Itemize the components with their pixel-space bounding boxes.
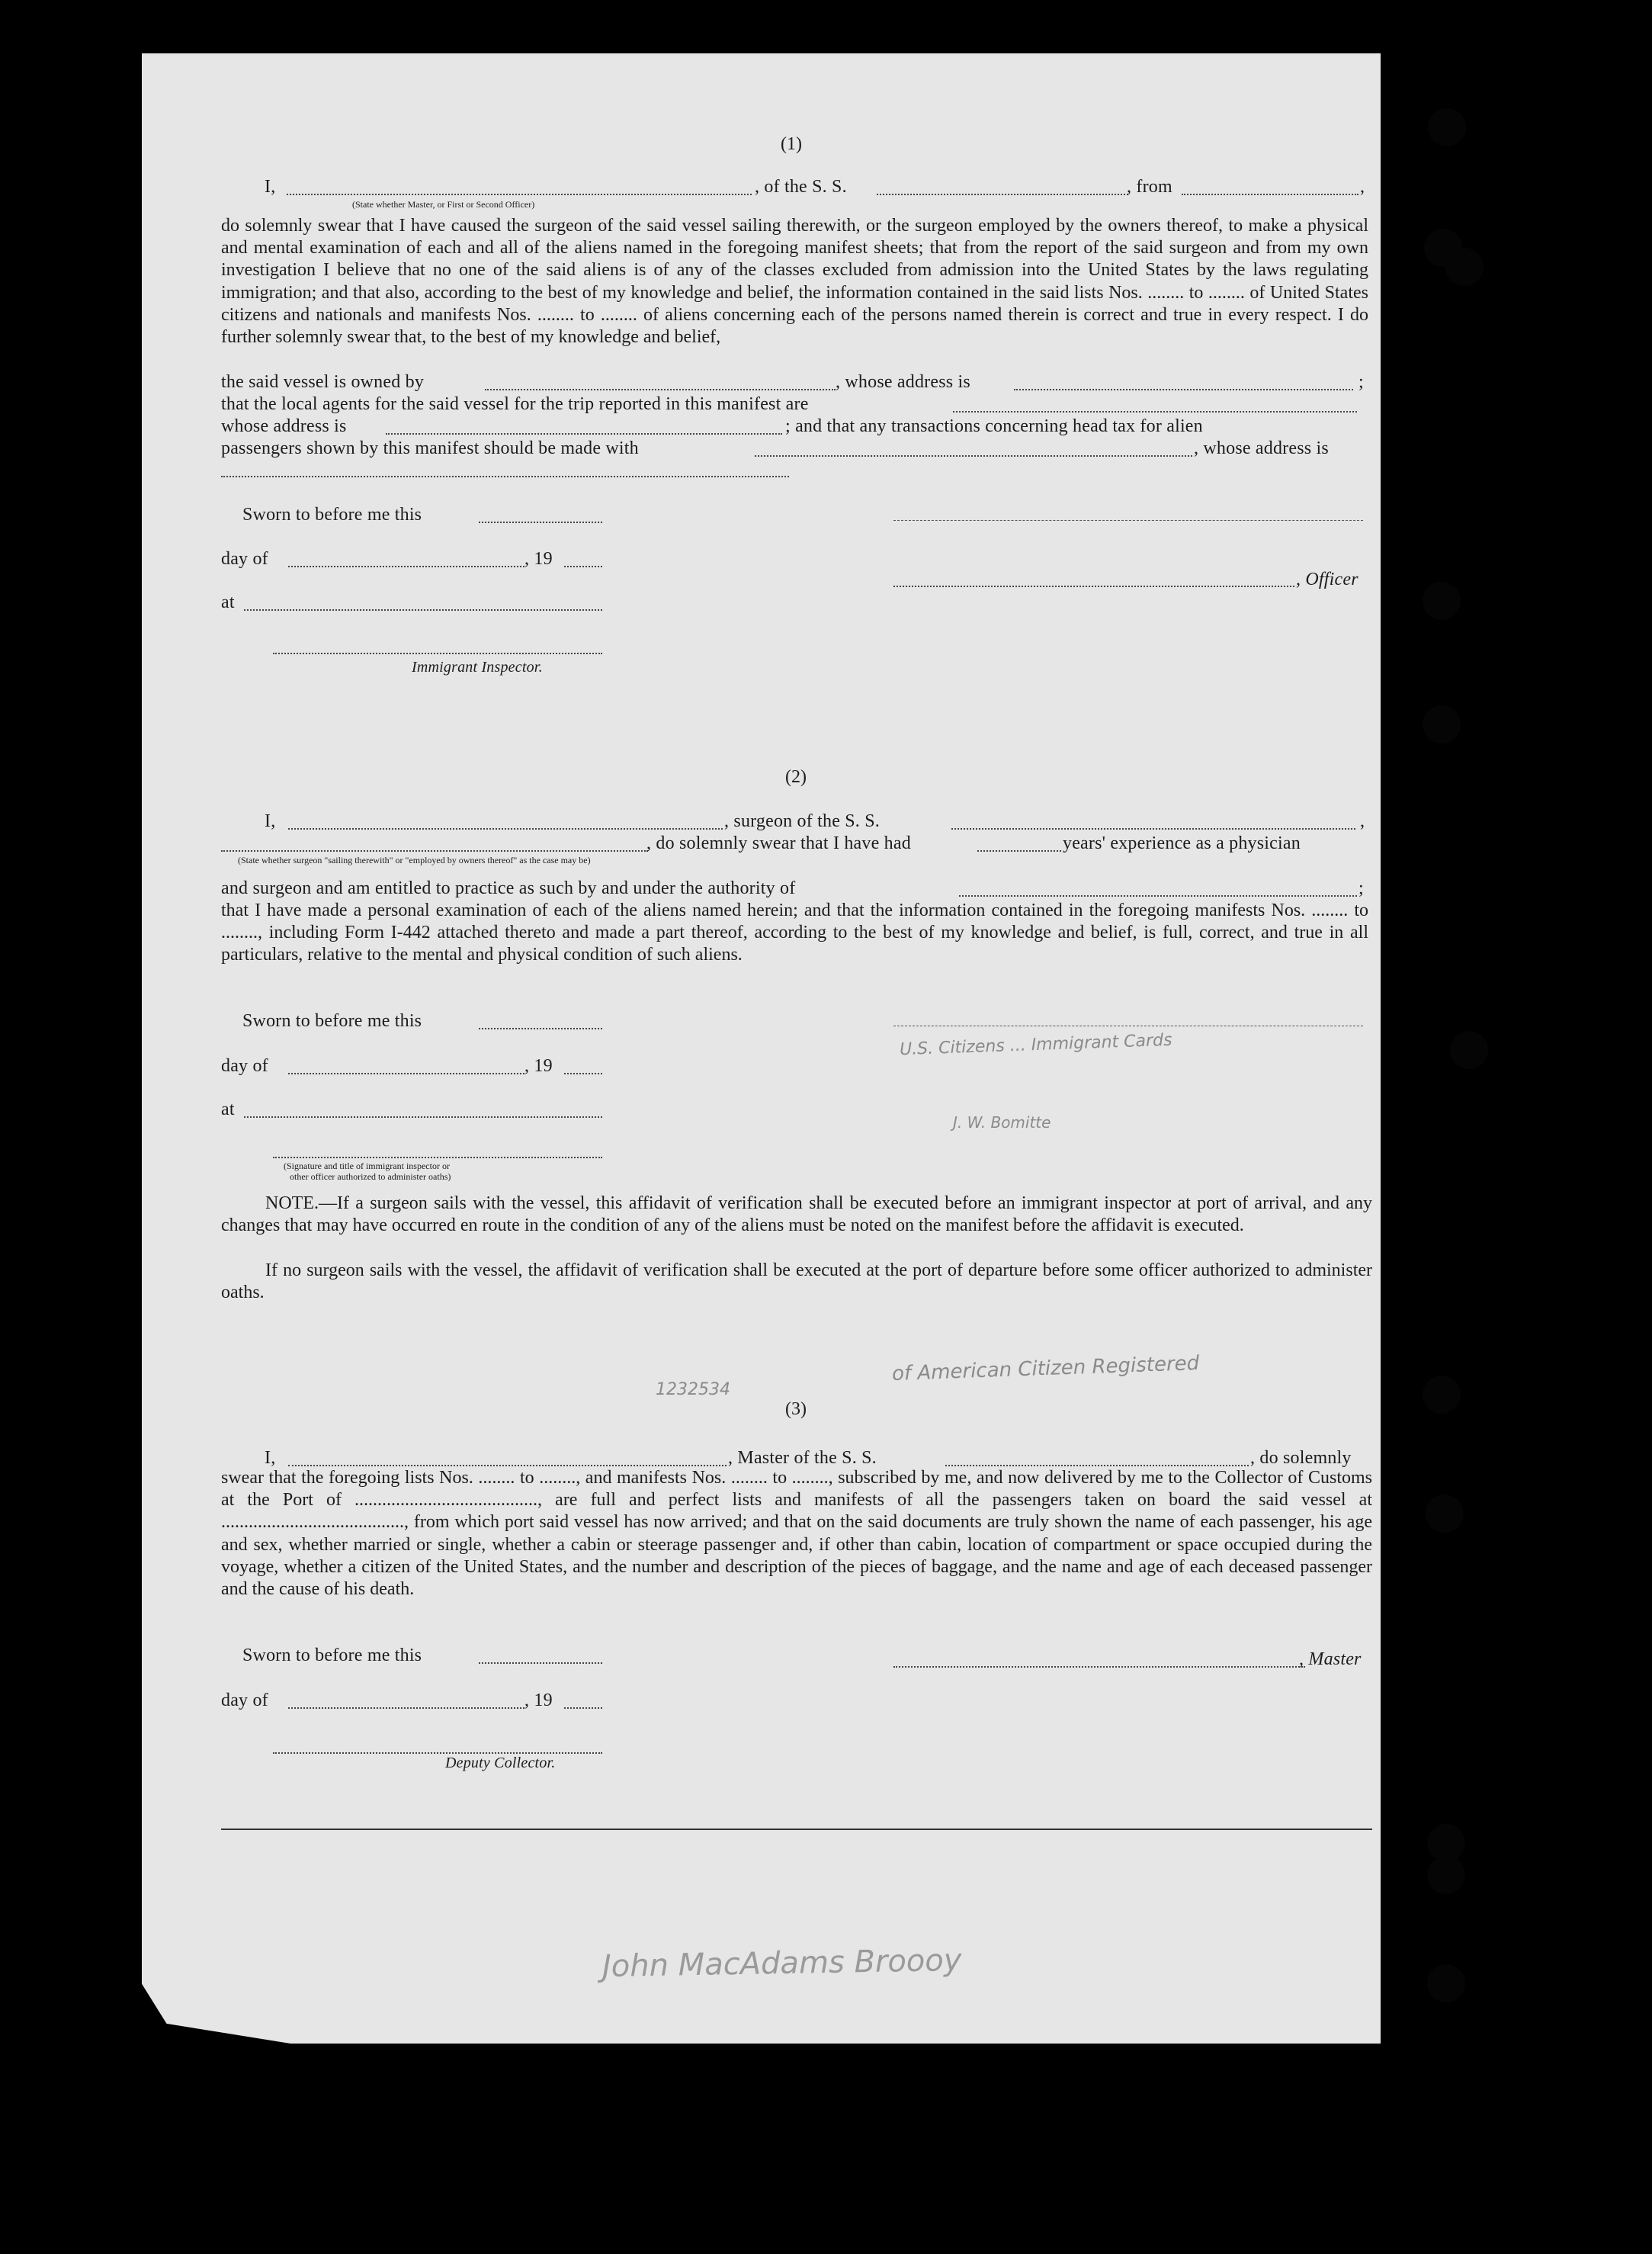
master-label: , Master (1299, 1649, 1362, 1669)
whose-address-label: , whose address is (1194, 438, 1329, 458)
master-name-field[interactable] (288, 1465, 727, 1466)
owner-address-field[interactable] (1014, 389, 1353, 390)
i-label: I, (265, 1448, 276, 1468)
swear-label: , do solemnly swear that I have had (646, 833, 911, 853)
sworn-label: Sworn to before me this (242, 1646, 422, 1665)
year-field[interactable] (564, 1707, 602, 1709)
year-label: , 19 (524, 1690, 553, 1710)
whose-address-label: whose address is (221, 416, 347, 436)
agent-address-field[interactable] (386, 433, 782, 435)
head-tax-agent-field[interactable] (755, 455, 1192, 457)
punch-hole (1427, 1856, 1465, 1894)
passengers-label: passengers shown by this manifest should be made with (221, 438, 639, 458)
surgeon-status-note: (State whether surgeon "sailing therewith" or "employed by owners thereof" as the case may be) (238, 855, 591, 865)
semicolon: ; (1358, 372, 1364, 392)
handwritten-note: U.S. Citizens ... Immigrant Cards (899, 1030, 1172, 1060)
years-label: years' experience as a physician (1063, 833, 1301, 853)
punch-hole (1428, 108, 1466, 146)
semicolon: ; (1358, 878, 1364, 898)
place-field[interactable] (244, 609, 602, 611)
years-field[interactable] (977, 850, 1061, 852)
year-label: , 19 (524, 1056, 553, 1076)
section-number: (1) (781, 134, 802, 154)
i-label: I, (265, 177, 276, 197)
from-port-field[interactable] (1182, 194, 1358, 195)
punch-hole (1445, 248, 1484, 286)
comma: , (1360, 177, 1365, 197)
officer-title-note: (State whether Master, or First or Second Officer) (352, 199, 535, 210)
section-number: (3) (785, 1399, 807, 1419)
signature-note: other officer authorized to administer oaths) (290, 1171, 451, 1182)
officer-name-field[interactable] (287, 194, 752, 195)
handwritten-note: of American Citizen Registered (891, 1351, 1200, 1386)
place-field[interactable] (244, 1116, 602, 1118)
officer-signature-line[interactable] (893, 520, 1363, 521)
at-label: at (221, 1100, 235, 1119)
of-ss-label: , of the S. S. (755, 177, 847, 197)
section-number: (2) (785, 767, 807, 787)
section1-paragraph: do solemnly swear that I have caused the surgeon of the said vessel sailing therewith, or the surgeon employed by the owners thereof, to make a physical and mental examination of each and all of the aliens named in the foregoing manifest sheets; that from the report of the said surgeon and from my own investigation I believe that no one of the said aliens is of any of the classes excluded from admission into the United States by the laws regulating immigration; and that also, according to the best of my knowledge and belief, the information contained in the said lists Nos. ........ to ........ of United States citizens and nationals and manifests Nos. ........ to ........ of aliens concerning each of the persons named therein is correct and true in every respect. I do further solemnly swear that, to the best of my knowledge and belief, (221, 216, 1368, 348)
punch-hole (1423, 582, 1461, 620)
solemnly-label: , do solemnly (1250, 1448, 1352, 1468)
punch-hole (1427, 1964, 1465, 2002)
sworn-label: Sworn to before me this (242, 1011, 422, 1031)
sworn-day-field[interactable] (479, 522, 602, 523)
sworn-label: Sworn to before me this (242, 505, 422, 525)
day-of-label: day of (221, 549, 268, 569)
officer-label: , Officer (1296, 570, 1358, 589)
punch-hole (1450, 1031, 1488, 1069)
local-agents-label: that the local agents for the said vessel for the trip reported in this manifest are (221, 394, 809, 414)
punch-hole (1423, 705, 1461, 743)
year-label: , 19 (524, 549, 553, 569)
owner-field[interactable] (485, 389, 836, 390)
inspector-signature-line[interactable] (273, 653, 602, 654)
signature-note: (Signature and title of immigrant inspector or (284, 1161, 450, 1171)
head-tax-label: ; and that any transactions concerning head tax for alien (785, 416, 1203, 436)
month-field[interactable] (288, 1073, 524, 1074)
day-of-label: day of (221, 1690, 268, 1710)
sworn-day-field[interactable] (479, 1662, 602, 1664)
from-label: , from (1127, 177, 1172, 197)
bottom-rule (221, 1829, 1372, 1830)
signature-line[interactable] (273, 1157, 602, 1158)
authority-field[interactable] (959, 895, 1357, 897)
at-label: at (221, 592, 235, 612)
owned-by-label: the said vessel is owned by (221, 372, 425, 392)
surgeon-status-field[interactable] (221, 850, 648, 852)
comma: , (1360, 811, 1365, 831)
sworn-day-field[interactable] (479, 1028, 602, 1029)
i-label: I, (265, 811, 276, 831)
local-agents-field[interactable] (953, 411, 1357, 413)
handwritten-note: 1232534 (656, 1380, 730, 1399)
note-paragraph: If no surgeon sails with the vessel, the affidavit of verification shall be executed at the port of departure before some officer authorized to administer oaths. (221, 1260, 1372, 1303)
master-of-label: , Master of the S. S. (728, 1448, 877, 1468)
month-field[interactable] (288, 566, 524, 567)
year-field[interactable] (564, 1073, 602, 1074)
vessel-name-field[interactable] (945, 1465, 1249, 1466)
collector-title: Deputy Collector. (445, 1755, 556, 1771)
day-of-label: day of (221, 1056, 268, 1076)
whose-address-label: , whose address is (836, 372, 970, 392)
handwritten-note: J. W. Bomitte (953, 1113, 1051, 1132)
year-field[interactable] (564, 566, 602, 567)
punch-hole (1426, 1495, 1464, 1533)
handwritten-signature: John MacAdams Broooy (601, 1942, 962, 1985)
master-signature-line[interactable] (893, 1666, 1305, 1668)
surgeon-name-field[interactable] (288, 828, 723, 830)
punch-hole (1423, 1376, 1461, 1414)
head-tax-address-field[interactable] (221, 476, 789, 477)
surgeon-of-label: , surgeon of the S. S. (724, 811, 880, 831)
section2-paragraph: that I have made a personal examination of each of the aliens named herein; and that the information contained in the foregoing manifests Nos. ........ to ........, including Form I-442 attached thereto and made a part thereof, according to the best of my knowledge and belief, is full, correct, and true in all particulars, relative to the mental and physical condition of such aliens. (221, 901, 1368, 965)
officer-title-line[interactable] (893, 586, 1294, 587)
vessel-name-field[interactable] (877, 194, 1128, 195)
inspector-title: Immigrant Inspector. (412, 659, 543, 676)
vessel-name-field[interactable] (951, 828, 1355, 830)
note-paragraph: NOTE.—If a surgeon sails with the vessel, this affidavit of verification shall be executed before an immigrant inspector at port of arrival, and any changes that may have occurred en route in the condition of any of the aliens must be noted on the manifest before the affidavit is executed. (221, 1193, 1372, 1236)
manifest-page (142, 53, 1381, 2044)
authority-label: and surgeon and am entitled to practice as such by and under the authority of (221, 878, 796, 898)
month-field[interactable] (288, 1707, 524, 1709)
section3-paragraph: swear that the foregoing lists Nos. ........ to ........, and manifests Nos. ........ to ........, subscribed by me, and now delivered by me to the Collector of Customs at the Port of ........................................, are full and perfect lists and manifests of all the passengers taken on board the said vessel at ........................................, from which port said vessel has now arrived; and that on the said documents are truly shown the name of each passenger, his age and sex, whether married or single, whether a cabin or steerage passenger and, if other than cabin, location of compartment or space occupied during the voyage, whether a citizen of the United States, and the number and description of the pieces of baggage, and the name and age of each deceased passenger and the cause of his death. (221, 1468, 1372, 1600)
